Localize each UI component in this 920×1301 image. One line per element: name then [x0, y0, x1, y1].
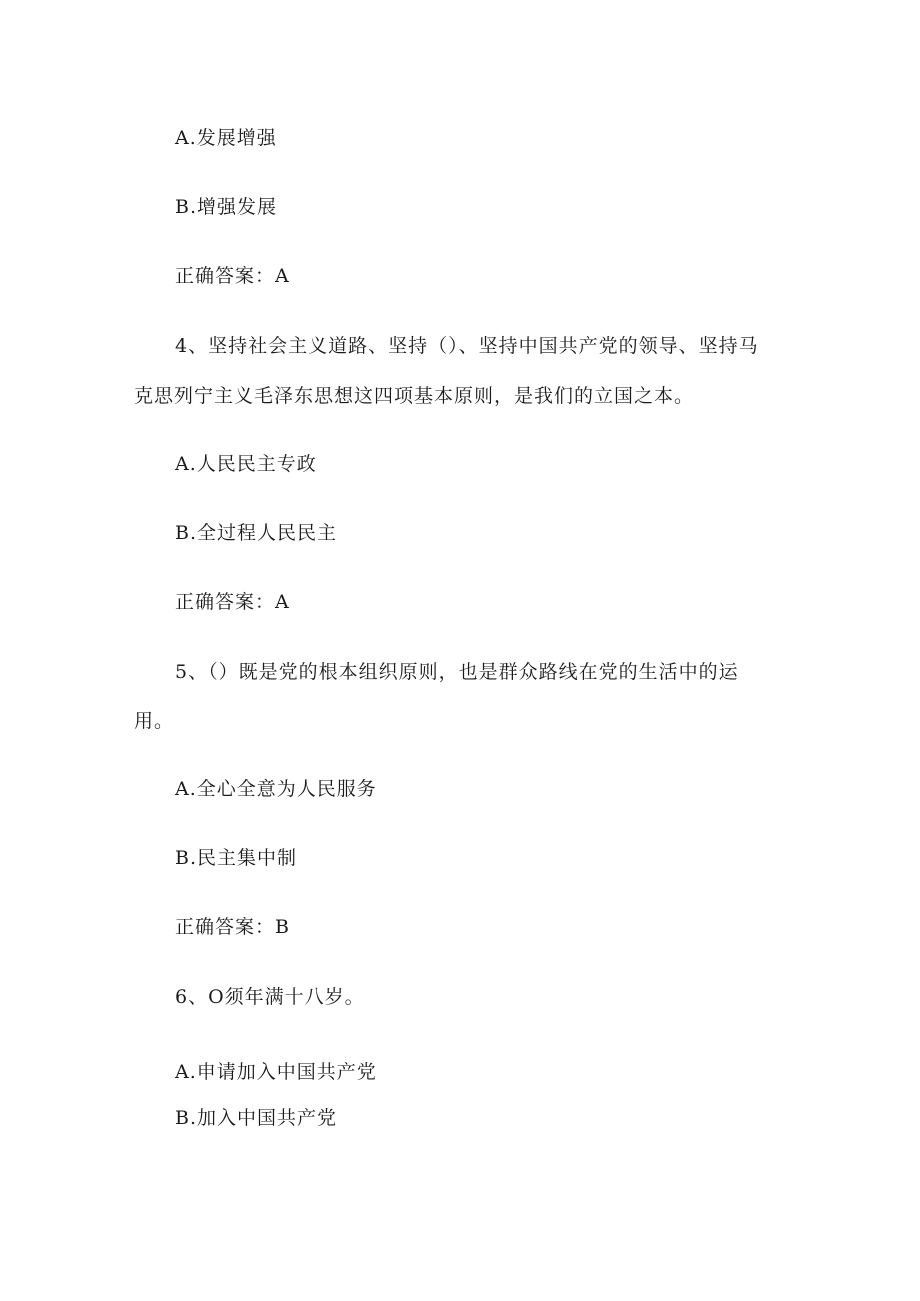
q5-text-line-1: 5、（）既是党的根本组织原则，也是群众路线在党的生活中的运: [175, 661, 739, 683]
q6-text-line-1: 6、O须年满十八岁。: [175, 986, 365, 1008]
q5-option-a: A.全心全意为人民服务: [175, 778, 377, 800]
q5-option-b: B.民主集中制: [175, 847, 298, 869]
q6-option-a: A.申请加入中国共产党: [175, 1061, 377, 1083]
q5-answer: 正确答案：B: [175, 916, 290, 938]
q6-option-b: B.加入中国共产党: [175, 1107, 338, 1129]
q4-option-a: A.人民民主专政: [175, 453, 317, 475]
q4-text-line-2: 克思列宁主义毛泽东思想这四项基本原则，是我们的立国之本。: [134, 385, 695, 407]
q3-option-b: B.增强发展: [175, 196, 278, 218]
q3-answer: 正确答案：A: [175, 265, 290, 287]
q5-text-line-2: 用。: [134, 710, 175, 732]
q4-option-b: B.全过程人民民主: [175, 522, 338, 544]
q3-option-a: A.发展增强: [175, 127, 277, 149]
q4-answer: 正确答案：A: [175, 591, 290, 613]
q4-text-line-1: 4、坚持社会主义道路、坚持（）、坚持中国共产党的领导、坚持马: [175, 335, 759, 357]
